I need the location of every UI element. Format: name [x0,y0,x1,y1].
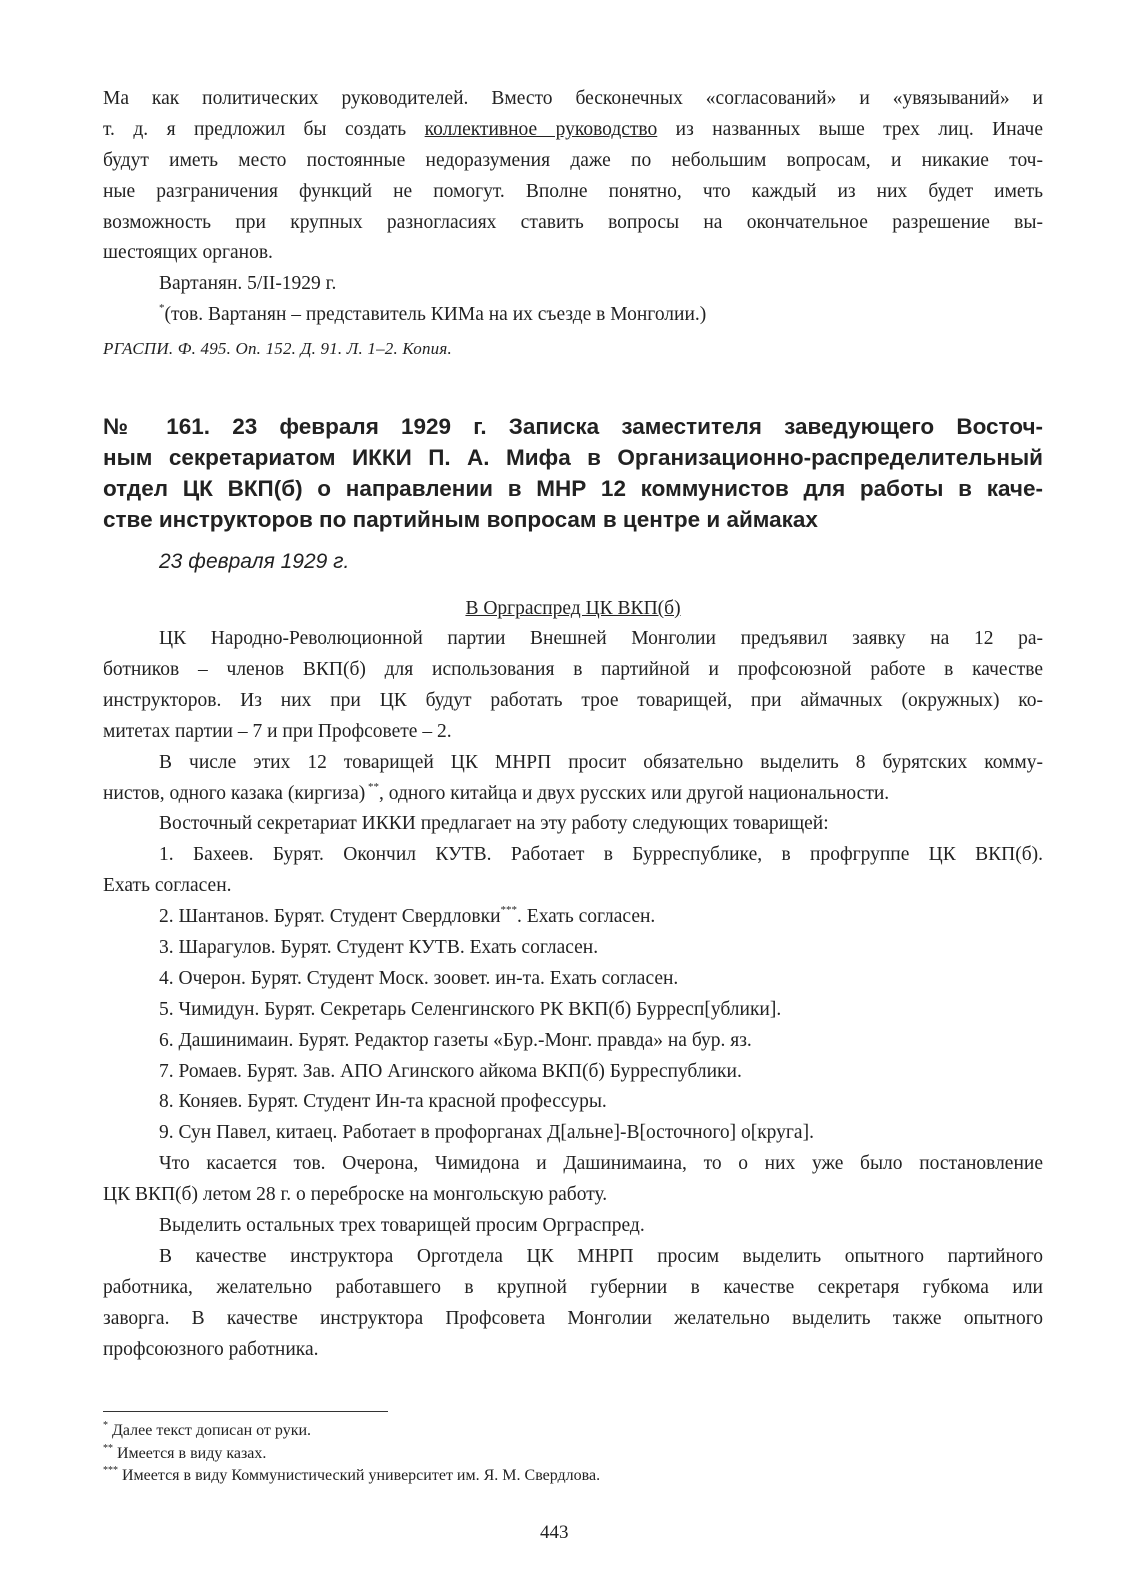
text-segment: шестоящих органов. [103,242,273,264]
text-segment: заворга. В качестве инструктора Профсовета Монголии желательно выделить также опытного [103,1307,1043,1329]
text-segment: 2. Шантанов. Бурят. Студент Свердловки [159,906,501,928]
text-line [103,624,1043,655]
text-segment: 7. Ромаев. Бурят. Зав. АПО Агинского айкома ВКП(б) Бурреспублики. [159,1060,742,1082]
text-line [103,269,1043,300]
text-segment: 9. Сун Павел, китаец. Работает в профорганах Д[альне]-В[осточного] о[круга]. [159,1122,814,1144]
text-segment: возможность при крупных разногласиях ставить вопросы на окончательное разрешение вы- [103,211,1043,233]
heading-line: ным секретариатом ИККИ П. А. Мифа в Организационно-распределительный [103,445,1043,471]
text-segment: т. д. я предложил бы создать [103,118,425,140]
text-line [103,1180,1043,1211]
text-line [103,238,1043,269]
footnote-marker: * [103,1420,108,1431]
footnote-text: Далее текст дописан от руки. [108,1422,312,1439]
text-line [103,115,1043,146]
text-segment: 3. Шарагулов. Бурят. Студент КУТВ. Ехать согласен. [159,937,599,959]
text-line [103,146,1043,177]
document-heading [103,411,1043,535]
text-segment: ЦК Народно-Революционной партии Внешней Монголии предъявил заявку на 12 ра- [159,628,1043,650]
text-line [103,871,1043,902]
text-segment: нистов, одного казака (киргиза) [103,782,366,804]
text-segment: ЦК ВКП(б) летом 28 г. о переброске на монгольскую работу. [103,1184,608,1206]
document-body [103,624,1043,1365]
text-line [103,686,1043,717]
text-line [103,717,1043,748]
text-line [103,300,1043,331]
text-segment: Выделить остальных трех товарищей просим Орграспред. [159,1215,645,1237]
addressee-text: В Орграспред ЦК ВКП(б) [465,598,681,620]
heading-line: стве инструкторов по партийным вопросам в центре и аймаках [103,507,818,533]
text-line [103,1273,1043,1304]
text-segment: 8. Коняев. Бурят. Студент Ин-та красной профессуры. [159,1091,607,1113]
text-segment: инструкторов. Из них при ЦК будут работать трое товарищей, при аймачных (окружных) ко- [103,689,1043,711]
text-segment: ботников – членов ВКП(б) для использования в партийной и профсоюзной работе в качестве [103,659,1043,681]
footnote-marker: ** [103,1442,113,1454]
text-segment: Восточный секретариат ИККИ предлагает на эту работу следующих товарищей: [159,813,829,835]
footnote [103,1465,600,1488]
document-date: 23 февраля 1929 г. [159,550,350,574]
text-line [103,1026,1043,1057]
text-segment: Ма как политических руководителей. Вместо бесконечных «согласований» и «увязываний» и [103,88,1043,109]
text-line [103,995,1043,1026]
footnote [103,1420,600,1443]
text-line [103,933,1043,964]
footnote-divider [103,1411,388,1412]
text-segment: 6. Дашинимаин. Бурят. Редактор газеты «Бур.-Монг. правда» на бур. яз. [159,1029,752,1051]
archive-source: РГАСПИ. Ф. 495. Оп. 152. Д. 91. Л. 1–2. Копия. [103,339,452,359]
footnote [103,1443,600,1466]
text-line [103,964,1043,995]
text-line [103,1149,1043,1180]
text-segment: 4. Очерон. Бурят. Студент Моск. зоовет. ин-та. Ехать согласен. [159,967,679,989]
footnote-marker: *** [500,904,518,917]
text-segment: (тов. Вартанян – представитель КИМа на их съезде в Монголии.) [164,304,707,326]
footnote-marker: * [159,302,165,315]
text-segment: митетах партии – 7 и при Профсовете – 2. [103,720,452,742]
footnote-marker: ** [365,780,380,793]
text-segment: из названных выше трех лиц. Иначе [657,118,1044,140]
text-segment: будут иметь место постоянные недоразумения даже по небольшим вопросам, и никакие точ- [103,149,1043,171]
text-line [103,748,1043,779]
heading-line: отдел ЦК ВКП(б) о направлении в МНР 12 коммунистов для работы в каче- [103,476,1043,502]
text-line [103,1118,1043,1149]
document-page [103,84,1043,1366]
heading-line: № 161. 23 февраля 1929 г. Записка заместителя заведующего Восточ- [103,414,1043,440]
underlined-text: коллективное руководство [424,118,658,140]
text-segment: ные разграничения функций не помогут. Вполне понятно, что каждый из них будет иметь [103,180,1043,202]
page-number: 443 [540,1522,569,1543]
text-segment: В качестве инструктора Орготдела ЦК МНРП просим выделить опытного партийного [159,1245,1043,1267]
previous-document-ending [103,84,1043,331]
text-segment: 5. Чимидун. Бурят. Секретарь Селенгинского РК ВКП(б) Бурресп[ублики]. [159,998,782,1020]
text-segment: 1. Бахеев. Бурят. Окончил КУТВ. Работает в Бурреспублике, в профгруппе ЦК ВКП(б). [159,844,1043,866]
text-segment: В числе этих 12 товарищей ЦК МНРП просит обязательно выделить 8 бурятских комму- [159,751,1043,773]
text-line [103,809,1043,840]
text-line [103,1242,1043,1273]
text-line [103,84,1043,115]
footnote-text: Имеется в виду казах. [113,1444,267,1462]
text-segment: . Ехать согласен. [517,906,656,928]
text-line [103,840,1043,871]
text-line [103,1057,1043,1088]
footnote-text: Имеется в виду Коммунистический университет им. Я. М. Свердлова. [118,1467,601,1484]
text-segment: Что касается тов. Очерона, Чимидона и Дашинимаина, то о них уже было постановление [159,1153,1043,1175]
text-line [103,1087,1043,1118]
text-segment: Вартанян. 5/II-1929 г. [159,273,337,295]
text-line [103,177,1043,208]
text-line [103,208,1043,239]
text-line [103,1304,1043,1335]
text-segment: , одного китайца и двух русских или другой национальности. [379,782,890,804]
text-segment: работника, желательно работавшего в крупной губернии в качестве секретаря губкома или [103,1276,1043,1298]
footnote-marker: *** [103,1465,118,1476]
addressee [103,593,1043,624]
text-line [103,779,1043,810]
text-line [103,1335,1043,1366]
footnotes [103,1420,600,1488]
text-line [103,655,1043,686]
text-segment: Ехать согласен. [103,875,232,897]
text-line [103,1211,1043,1242]
text-segment: профсоюзного работника. [103,1338,319,1360]
text-line [103,902,1043,933]
